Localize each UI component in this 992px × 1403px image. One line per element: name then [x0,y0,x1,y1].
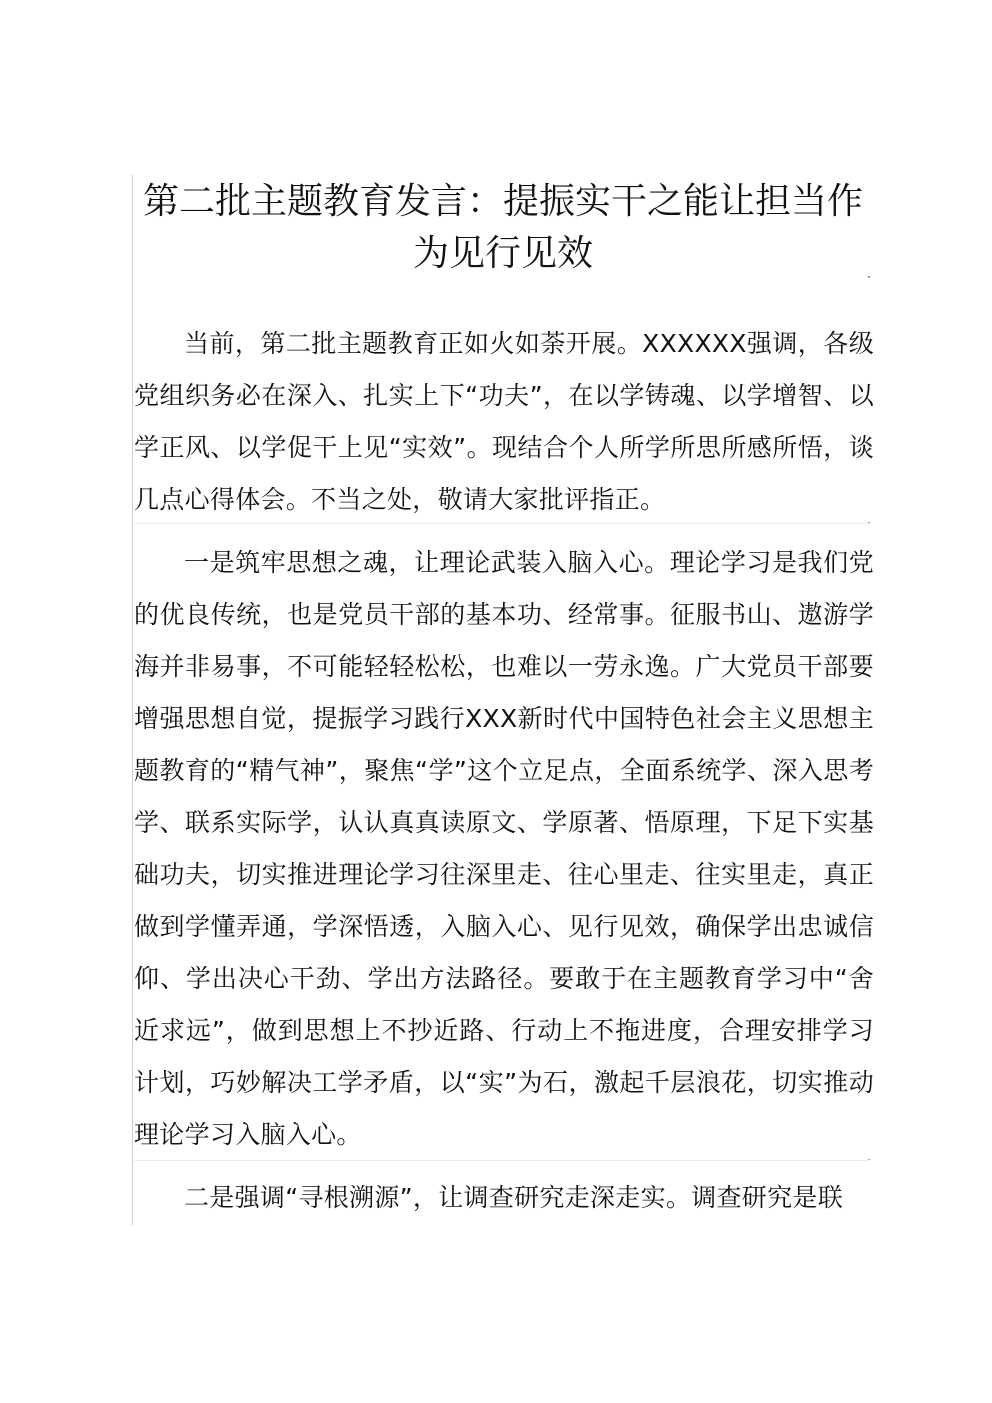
paragraph-point-two: 二是强调“寻根溯源”，让调查研究走深走实。调查研究是联 [184,1183,844,1212]
corner-mark [868,276,870,278]
paragraph-intro: 当前，第二批主题教育正如火如荼开展。XXXXXX强调，各级党组织务必在深入、扎实上下“功夫”，在以学铸魂、以学增智、以学正风、以学促干上见“实效”。现结合个人所学所思所感所悟，谈几点心得体会。不当之处，敬请大家批评指正。 [134,329,874,514]
paragraph-point-one: 一是筑牢思想之魂，让理论武装入脑入心。理论学习是我们党的优良传统，也是党员干部的基本功、经常事。征服书山、遨游学海并非易事，不可能轻轻松松，也难以一劳永逸。广大党员干部要增强思想自觉，提振学习践行XXX新时代中国特色社会主义思想主题教育的“精气神”，聚焦“学”这个立足点，全面系统学、深入思考学、联系实际学，认认真真读原文、学原著、悟原理，下足下实基础功夫，切实推进理论学习往深里走、往心里走、往实里走，真正做到学懂弄通，学深悟透，入脑入心、见行见效，确保学出忠诚信仰、学出决心干劲、学出方法路径。要敢于在主题教育学习中“舍近求远”，做到思想上不抄近路、行动上不拖进度，合理安排学习计划，巧妙解决工学矛盾，以“实”为石，激起千层浪花，切实推动理论学习入脑入心。 [134,548,874,1149]
document-title: 第二批主题教育发言：提振实干之能让担当作为见行见效 [142,181,863,274]
left-margin-rule [132,175,133,1225]
paragraph-separator [134,1160,870,1161]
paragraph-separator [134,523,870,524]
